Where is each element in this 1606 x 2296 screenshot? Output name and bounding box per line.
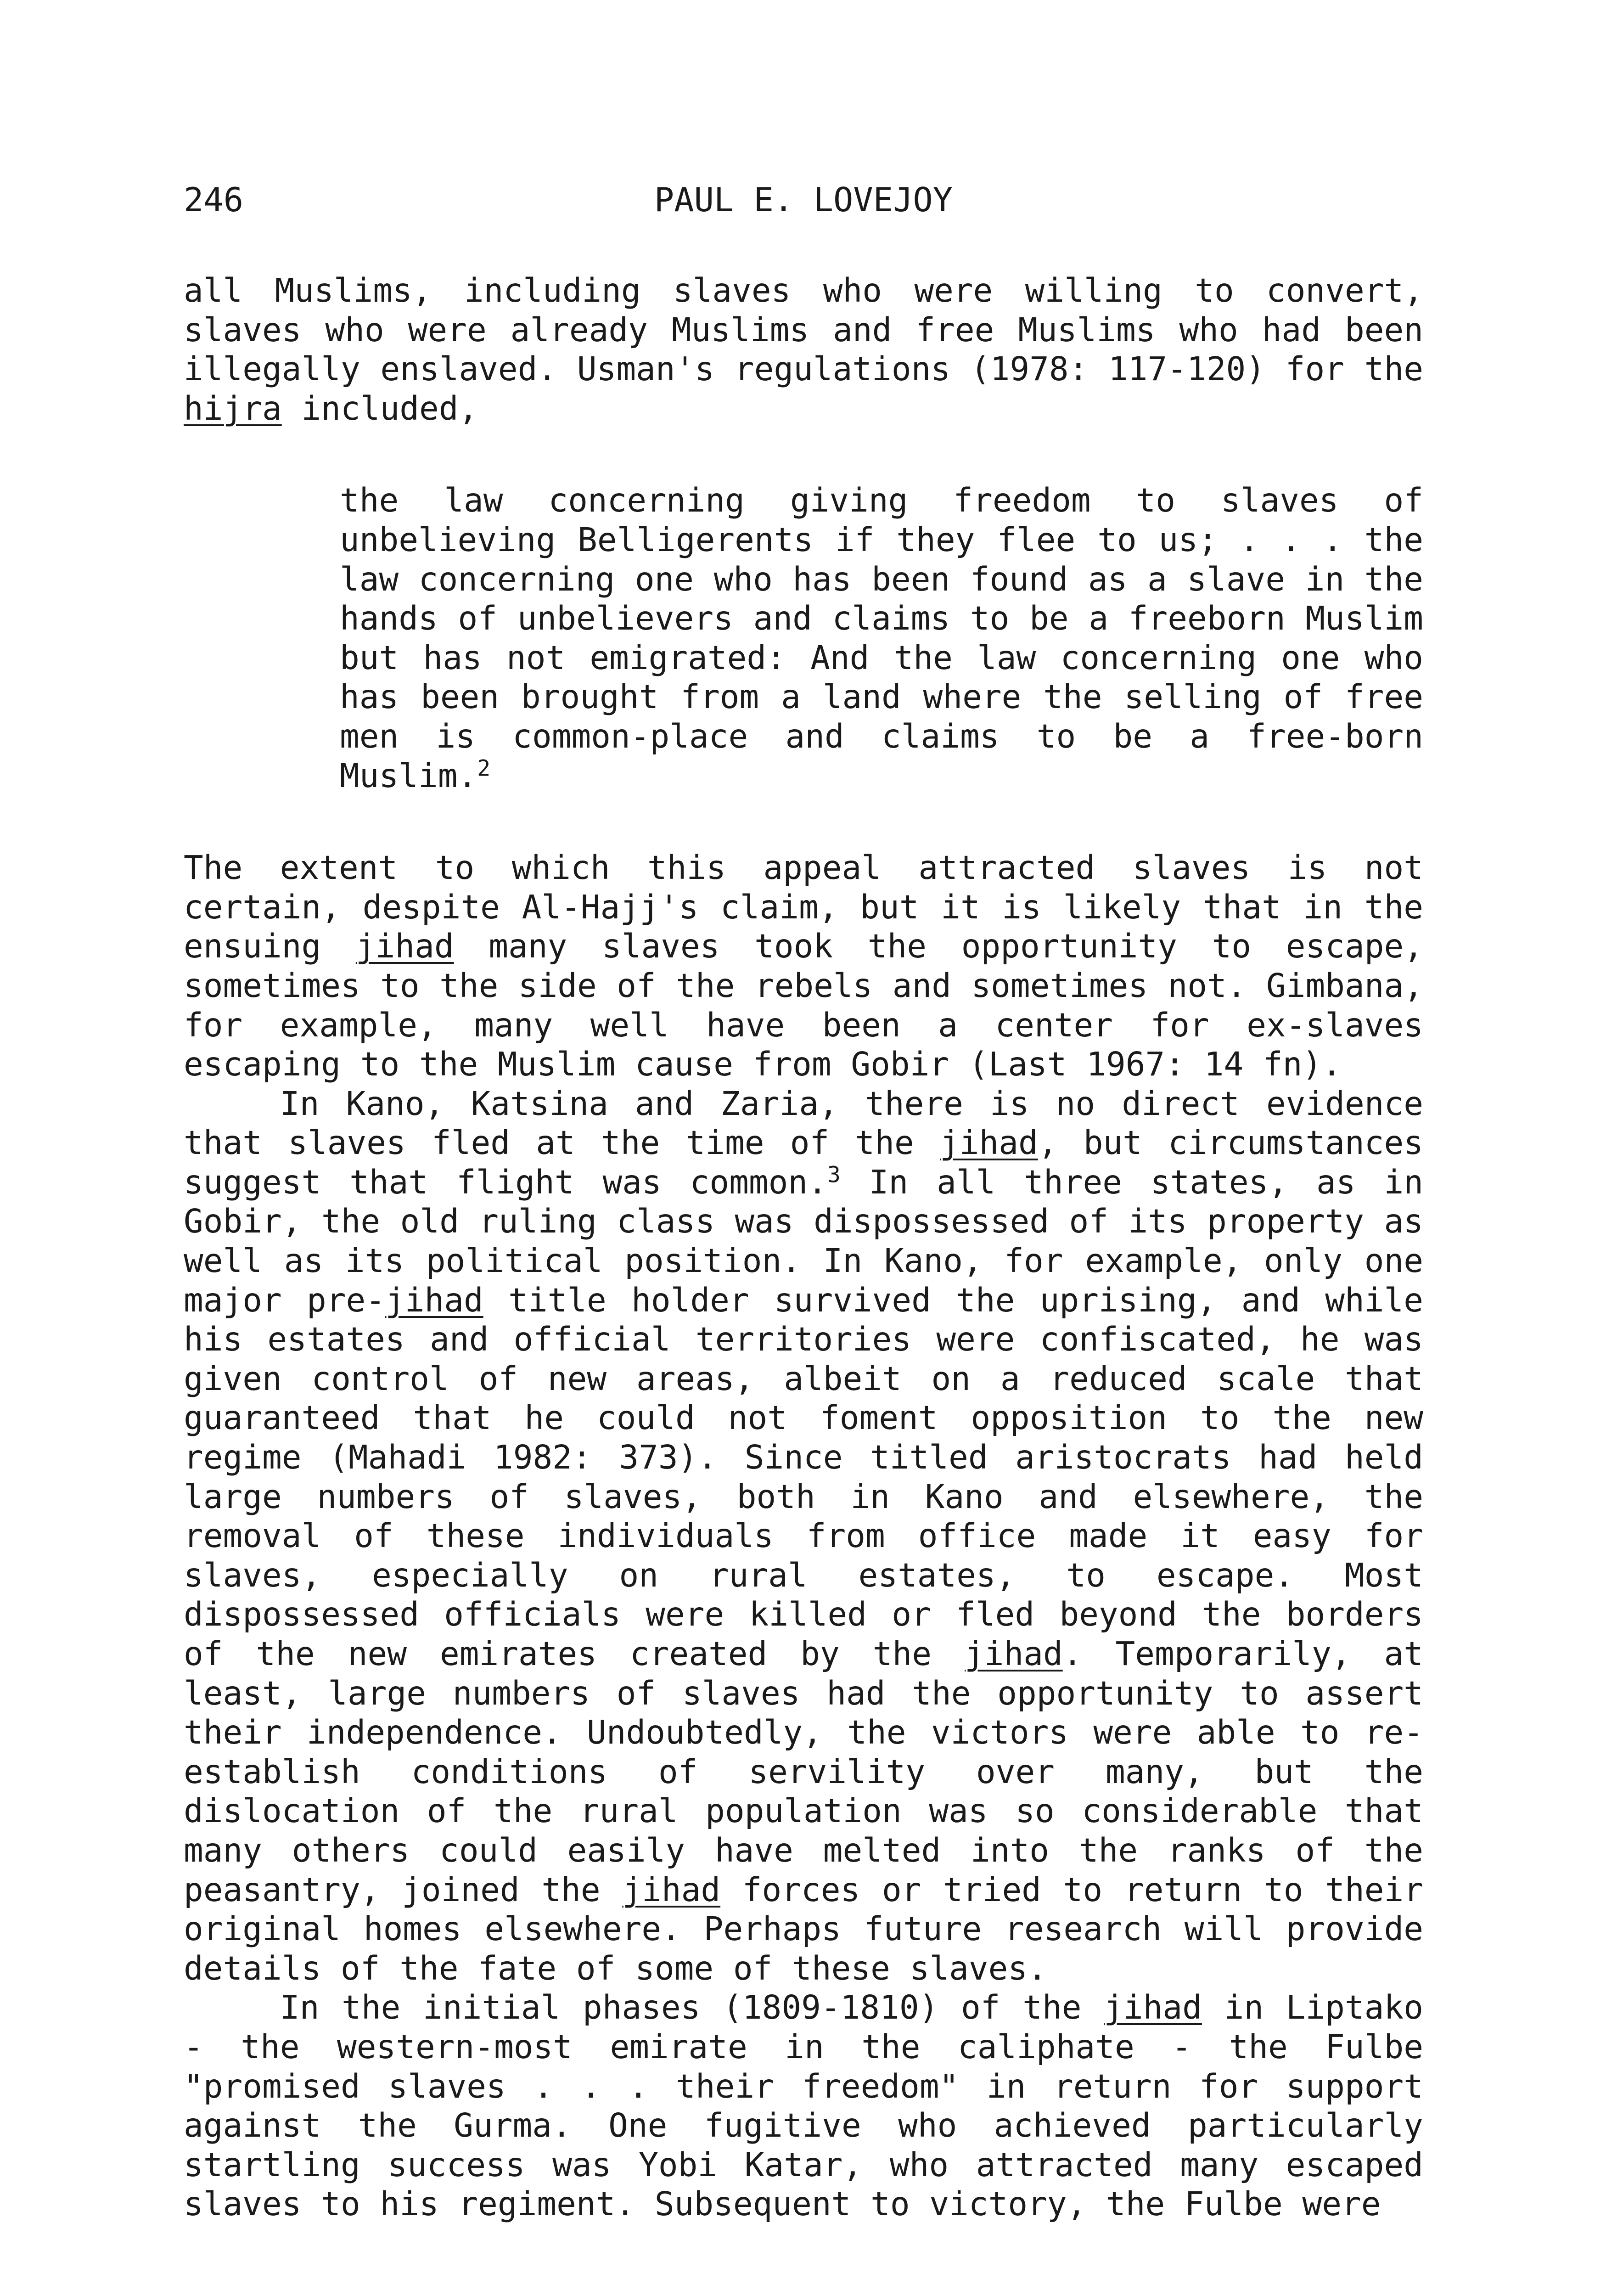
text-run: the law concerning giving freedom to slaves of unbelieving Belligerents if they flee to us; . . . the law concerning one who has been found as a slave in the hands of unbelievers and claims to be a freeborn Muslim but has not emigrated: And the law concerning one who has been brought from a land where the selling of free men is common-place and claims to be a free-born Muslim.: [340, 481, 1423, 795]
paragraph-1: [184, 271, 1423, 428]
footnote-marker: 3: [827, 1162, 841, 1188]
underlined-term: jihad: [355, 927, 454, 966]
paragraph-3: [184, 1084, 1423, 1988]
text-run: , but circumstances suggest that flight was common.: [184, 1124, 1423, 1201]
page-header: [184, 177, 1423, 223]
footnote-marker: 2: [477, 755, 491, 781]
text-run: In Kano, Katsina and Zaria, there is no direct evidence that slaves fled at the time of the: [184, 1084, 1423, 1162]
text-run: title holder survived the uprising, and while his estates and official territories were confiscated, he was given control of new areas, albeit on a reduced scale that guaranteed that he could not foment opposition to the new regime (Mahadi 1982: 373). Since titled aristocrats had held large numbers of slaves, both in Kano and elsewhere, the removal of these individuals from office made it easy for slaves, especially on rural estates, to escape. Most dispossessed officials were killed or fled beyond the borders of the new emirates created by the: [184, 1281, 1423, 1673]
body-text: [184, 271, 1423, 2224]
underlined-term: jihad: [940, 1124, 1038, 1162]
underlined-term: jihad: [385, 1281, 483, 1319]
paragraph-4: [184, 1988, 1423, 2224]
underlined-term: hijra: [184, 389, 282, 428]
paragraph-2: [184, 848, 1423, 1084]
block-quote: [340, 481, 1423, 795]
text-run: In the initial phases (1809-1810) of the: [280, 1988, 1104, 2027]
running-head: PAUL E. LOVEJOY: [654, 180, 953, 219]
underlined-term: jihad: [965, 1635, 1063, 1673]
page-number: 246: [184, 180, 244, 219]
underlined-term: jihad: [622, 1870, 721, 1909]
text-run: . Temporarily, at least, large numbers of slaves had the opportunity to assert their independence. Undoubtedly, the victors were able to re-establish conditions of servility over many, but the dislocation of the rural population was so considerable that many others could easily have melted into the ranks of the peasantry, joined the: [184, 1635, 1423, 1909]
text-run: In all three states, as in Gobir, the old ruling class was dispossessed of its property as well as its political position. In Kano, for example, only one major pre-: [184, 1163, 1423, 1319]
text-run: included,: [281, 389, 478, 428]
text-run: many slaves took the opportunity to escape, sometimes to the side of the rebels and sometimes not. Gimbana, for example, many well have been a center for ex-slaves escaping to the Muslim cause from Gobir (Last 1967: 14 fn).: [184, 927, 1423, 1084]
text-run: all Muslims, including slaves who were willing to convert, slaves who were already Muslims and free Muslims who had been illegally enslaved. Usman's regulations (1978: 117-120) for the: [184, 271, 1423, 388]
text-run: in Liptako - the western-most emirate in the caliphate - the Fulbe "promised slaves . . . their freedom" in return for support against the Gurma. One fugitive who achieved particularly startling success was Yobi Katar, who attracted many escaped slaves to his regiment. Subsequent to victory, the Fulbe were: [184, 1988, 1423, 2223]
text-run: forces or tried to return to their original homes elsewhere. Perhaps future research will provide details of the fate of some of these slaves.: [184, 1870, 1423, 1987]
text-run: The extent to which this appeal attracted slaves is not certain, despite Al-Hajj's claim, but it is likely that in the ensuing: [184, 849, 1423, 966]
underlined-term: jihad: [1104, 1988, 1202, 2027]
